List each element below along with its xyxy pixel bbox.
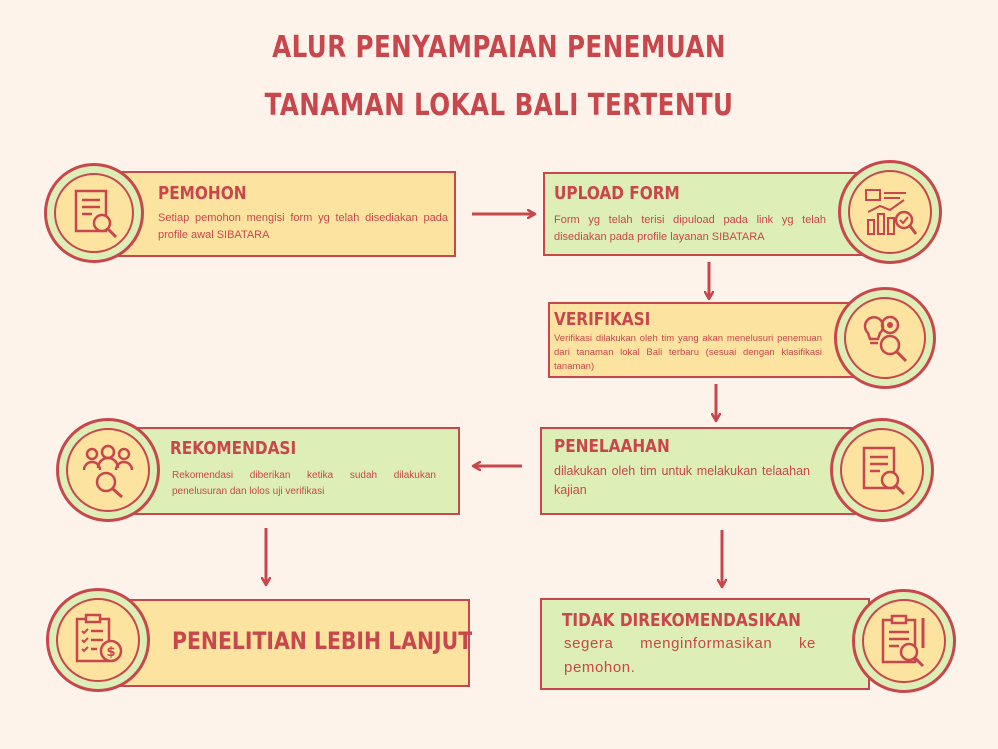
step-rekomendasi-desc: Rekomendasi diberikan ketika sudah dilakukan penelusuran dan lolos uji verifikasi — [172, 470, 436, 497]
analytics-report-icon — [860, 182, 920, 242]
step-rekomendasi-icon-circle — [56, 418, 160, 522]
step-rekomendasi-title: REKOMENDASI — [170, 438, 297, 459]
idea-search-icon — [856, 309, 914, 367]
step-penelaahan-icon-circle — [830, 418, 934, 522]
document-search-icon — [854, 442, 910, 498]
step-penelaahan-title: PENELAAHAN — [554, 436, 670, 457]
step-pemohon-title: PEMOHON — [158, 183, 247, 204]
title-line-1: ALUR PENYAMPAIAN PENEMUAN — [272, 30, 726, 65]
step-tidak-direkomendasikan-desc: segera menginformasikan ke pemohon. — [564, 635, 816, 676]
title-line-2: TANAMAN LOKAL BALI TERTENTU — [264, 88, 734, 123]
step-tidak-direkomendasikan-title: TIDAK DIREKOMENDASIKAN — [562, 610, 801, 631]
step-penelitian-icon-circle — [46, 588, 150, 692]
step-verifikasi-icon-circle — [834, 287, 936, 389]
step-verifikasi-desc: Verifikasi dilakukan oleh tim yang akan menelusuri penemuan dari tanaman lokal Bali terbaru (sesuai dengan klasifikasi tanaman) — [554, 333, 822, 372]
document-search-icon — [66, 185, 122, 241]
svg-text:$: $ — [106, 645, 116, 660]
team-search-icon — [78, 440, 138, 500]
step-pemohon-desc: Setiap pemohon mengisi form yg telah disediakan pada profile awal SIBATARA — [158, 212, 448, 241]
step-verifikasi-title: VERIFIKASI — [554, 309, 651, 330]
checklist-money-icon — [69, 611, 127, 669]
step-penelaahan-desc: dilakukan oleh tim untuk melakukan telaahan kajian — [554, 464, 810, 497]
step-tidak-direkomendasikan-icon-circle — [852, 589, 956, 693]
clipboard-search-icon — [875, 612, 933, 670]
step-upload-form-title: UPLOAD FORM — [554, 183, 680, 204]
step-upload-form-icon-circle — [838, 160, 942, 264]
step-penelitian-title: PENELITIAN LEBIH LANJUT — [172, 627, 473, 655]
step-upload-form-desc: Form yg telah terisi dipuload pada link yg telah disediakan pada profile layanan SIBATARA — [554, 214, 826, 243]
step-pemohon-icon-circle — [44, 163, 144, 263]
